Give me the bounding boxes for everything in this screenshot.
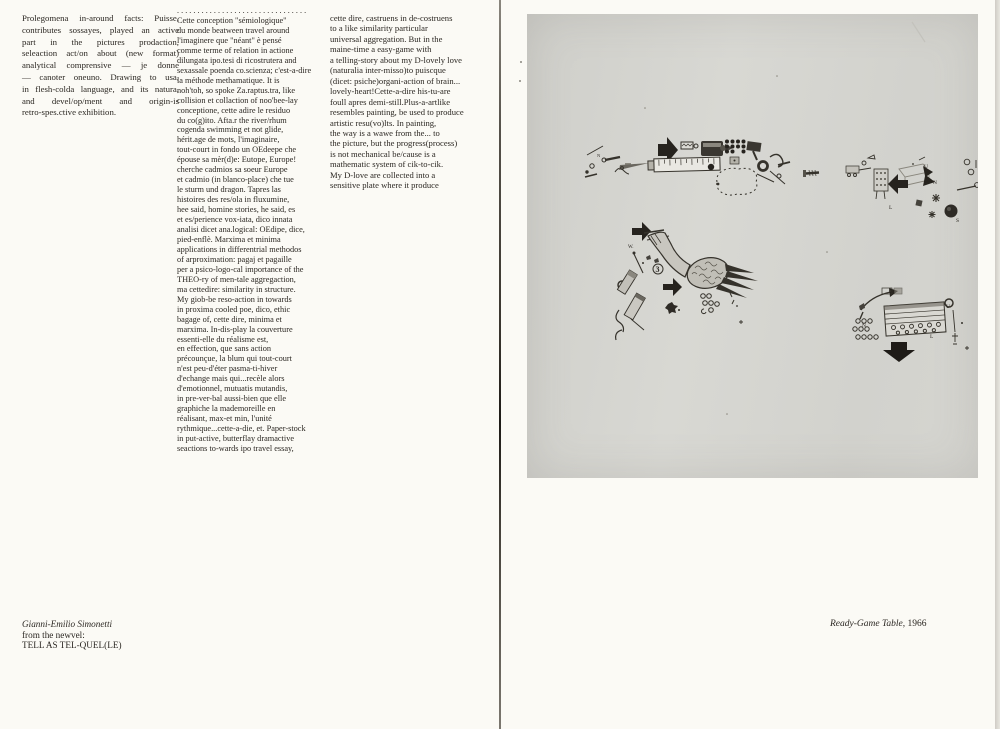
domino-dots <box>725 140 746 154</box>
radiator-box <box>884 302 946 336</box>
text-line: foull apres demi-still.Plus-a-artlike <box>330 96 451 107</box>
text-column-2 <box>177 5 332 454</box>
text-line: graphiche la mademoreille en <box>177 404 276 414</box>
text-line: in put-active, butterflay dramactive <box>177 434 295 444</box>
text-line: conceptione, cette adire le residuo <box>177 105 291 115</box>
text-line: THEO-ry of men-tale aggregaction, <box>177 274 296 284</box>
text-line: comme terme of relation in actione <box>177 45 294 55</box>
glove-arm <box>648 232 690 277</box>
text-line: d'echange mais qui...recèle alors <box>177 374 285 384</box>
dotted-outline-blob <box>717 168 757 195</box>
text-line: essenti-elle du réalisme est, <box>177 334 269 344</box>
text-line: My D-love are collected into a <box>330 169 436 180</box>
text-line: maine-time a easy-game with <box>330 44 432 55</box>
artwork-title: Ready-Game Table, <box>830 619 906 629</box>
text-line: retro-spes.ctive exhibition. <box>22 107 117 118</box>
text-line: per a psico-logo-cal importance of the <box>177 264 304 274</box>
right-page <box>501 0 995 729</box>
letter-label: S <box>956 218 960 224</box>
text-line: analisi dicet ana.logical: OEdipe, dice, <box>177 225 305 235</box>
cluster-syringes <box>616 270 646 340</box>
artwork-plate <box>527 14 978 478</box>
text-line: sensitive plate where it produce <box>330 180 439 191</box>
dark-scatter <box>665 302 678 314</box>
letter-label: N <box>862 323 866 329</box>
ready-game-table-artwork <box>527 14 978 478</box>
text-line: part in the pictures prodaction, <box>22 36 179 47</box>
text-line: hee said, homine stories, he said, es <box>177 205 296 215</box>
arrow-right-icon <box>663 278 682 296</box>
gear-star <box>932 194 940 202</box>
text-line: Prolegomena in-around facts: Puisse, <box>22 13 179 23</box>
letter-label: L <box>930 334 934 340</box>
left-page <box>0 0 499 729</box>
cluster-machine <box>846 155 978 224</box>
dotted-rule: ................................ <box>177 6 309 15</box>
text-line: n'est peu-d'éter pasma-ti-hiver <box>177 364 278 374</box>
text-line: in flesh-colda language, and its natura, <box>22 83 179 94</box>
text-line: is not mechanical be/cause is a <box>330 148 436 159</box>
artwork-year: 1966 <box>905 619 927 629</box>
dark-ball <box>945 205 958 218</box>
text-column-1 <box>22 13 179 119</box>
letter-label: W. <box>628 245 634 250</box>
gear-star <box>929 211 936 218</box>
circle-rows <box>853 319 878 339</box>
text-line: en effection, que sans action <box>177 344 272 354</box>
text-line: analytical comprensive — je donne <box>22 60 179 71</box>
text-line: universal aggregation. But in the <box>330 33 443 44</box>
text-line: marxima. In-dis-play la couverture <box>177 324 293 334</box>
text-line: d'emotionnel, mutuatis mutandis, <box>177 384 288 394</box>
text-line: du co(g)ito. Afta.r the river/rhum <box>177 115 287 125</box>
text-line: contributes sossayes, played an active <box>22 24 179 35</box>
dust-speck <box>520 61 522 63</box>
scratch-mark <box>912 22 925 42</box>
text-line: et es/perience vox-iata, dico innata <box>177 215 293 225</box>
ring-trail <box>701 294 720 314</box>
text-line: artistic resu(vo)lts. In painting, <box>330 117 437 128</box>
text-line: ma cettedire: similarity in structure. <box>177 284 296 294</box>
text-line: bagage of, cette dire, minima et <box>177 314 282 324</box>
text-line: in pre-ver-bal aussi-bien que elle <box>177 394 287 404</box>
text-line: and devel/op/ment and origin-is <box>22 95 179 106</box>
text-line: (dicet: psiche)organi-action of brain... <box>330 75 461 86</box>
letter-label: N <box>597 153 601 158</box>
text-line: rythmique...cette-a-die, et. Paper-stock <box>177 424 306 434</box>
artwork-caption <box>830 619 926 629</box>
text-column-2-body <box>177 16 332 454</box>
arrow-right-icon <box>632 222 651 241</box>
dust-speck <box>519 80 521 82</box>
text-line: tout-court in fondo un OEdeepe che <box>177 145 297 155</box>
text-line: précounçue, la blum qui tout-court <box>177 354 292 364</box>
motor-block <box>701 141 733 156</box>
text-line: — canoter oneuno. Drawing to usa, <box>22 71 179 82</box>
text-line: mathematic system of cik-to-cik. <box>330 159 444 170</box>
arrow-down-icon <box>883 342 915 362</box>
text-line: du monde beatween travel around <box>177 25 290 35</box>
text-line: sexassale poenda co.scienza; c'est-a-dire <box>177 65 312 75</box>
cluster-radiator <box>853 288 969 362</box>
text-line: collision et collaction of noo'bee-lay <box>177 95 298 105</box>
text-line: noh'toh, so spoke Za.raptus.tra, like <box>177 85 296 95</box>
text-line: of arproximation: pagaj et pagaille <box>177 254 292 264</box>
text-line: le sturm und dragon. Tapres las <box>177 185 281 195</box>
letter-label: U <box>924 164 928 170</box>
text-line: resembles painting, be used to produce <box>330 107 464 118</box>
text-line: hérit.age de mots, l'imaginaire, <box>177 135 280 145</box>
text-line: seactions to-wards ipo travel essay, <box>177 443 294 453</box>
cluster-glove <box>628 222 758 324</box>
text-line: applications in differentrial methodos <box>177 244 302 254</box>
text-line: cogenda swimming et not glide, <box>177 125 284 135</box>
letter-label: N <box>933 180 937 186</box>
screw <box>803 170 819 177</box>
text-line: la méthode methamatique. It is <box>177 75 280 85</box>
text-line: cherche cadmios sa soeur Europe <box>177 165 288 175</box>
text-line: cette dire, castruens in de-costruens <box>330 13 453 23</box>
author-name: Gianni-Emilio Simonetti <box>22 619 113 629</box>
text-line: pied-enflè. Marxima et minima <box>177 234 281 244</box>
caption-source-line: from the newvel: <box>22 629 85 640</box>
scan-right-edge <box>995 0 1000 729</box>
text-line: (naturalia inter-misso)to puiscque <box>330 65 446 76</box>
text-line: the way is a wawe from the... to <box>330 127 440 138</box>
glove-palm <box>684 254 731 292</box>
letter-label: U <box>946 304 950 310</box>
text-line: in proxima cooled poe, dico, ethic <box>177 304 291 314</box>
text-line: the picture, but the progress(process) <box>330 138 458 149</box>
text-line: histoires des res/ola in fluxumine, <box>177 195 290 205</box>
text-line: seleaction act/on about (new format) <box>22 48 179 59</box>
text-line: et cadmio (in blanco-place) che tue <box>177 175 294 185</box>
text-line: réalisant, max-et min, l'unité <box>177 414 272 424</box>
text-line: l'imaginere que "néant" è pensé <box>177 35 282 45</box>
text-line: épouse sa mèr(d)e: Eutope, Europe! <box>177 155 297 165</box>
author-caption <box>22 619 122 651</box>
number-label: 3 <box>655 265 660 274</box>
text-line: to a like similarity particular <box>330 23 428 34</box>
text-line: My giob-be reso-action in towards <box>177 294 292 304</box>
text-line: lovely-heart!Cette-a-dire his-tu-are <box>330 86 451 97</box>
cluster-tools-ruler <box>585 137 819 195</box>
letter-label: L <box>889 205 893 211</box>
text-column-3 <box>330 13 480 191</box>
caption-title-line: TELL AS TEL-QUEL(LE) <box>22 640 122 651</box>
text-line: a telling-story about my D-lovely love <box>330 54 462 65</box>
text-line: dilungata ipo.tesi di ricostrutera and <box>177 55 297 65</box>
text-line: Cette conception "sémiologique" <box>177 16 287 25</box>
